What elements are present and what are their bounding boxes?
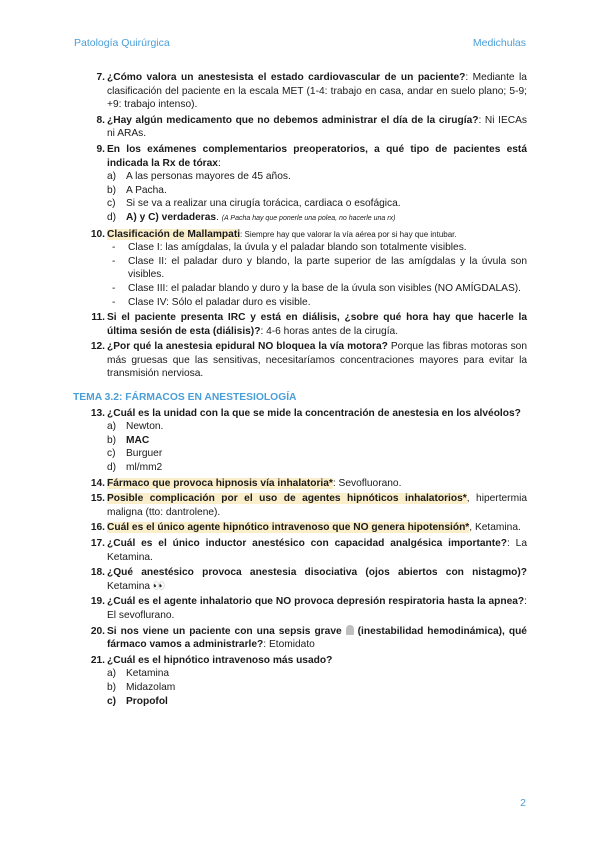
question-15	[90, 492, 527, 519]
question-number: 21.	[90, 654, 105, 666]
class-list	[90, 241, 527, 309]
option-b: b) A Pacha.	[107, 184, 167, 196]
options-list	[90, 667, 527, 708]
question-20	[90, 625, 527, 652]
question-10	[90, 228, 527, 310]
answer-text: : Ni IECAs ni ARAs.	[107, 114, 528, 140]
question-18	[90, 566, 527, 593]
option-a: a) Newton.	[107, 421, 164, 433]
question-number: 9.	[96, 143, 105, 155]
question-21	[90, 654, 527, 708]
document-body	[73, 71, 528, 710]
question-text: ¿Cuál es el agente inhalatorio que NO provoca depresión respiratoria hasta la apnea?	[107, 596, 525, 608]
question-text: ¿Cuál es el único inductor anestésico con capacidad analgésica importante?	[107, 538, 508, 549]
list-item: - Clase II: el paladar duro y blando, la parte superior de las amígdalas y la úvula son visibles.	[112, 255, 527, 281]
answer-text: : Etomidato	[263, 639, 315, 651]
question-17	[90, 537, 527, 564]
question-8	[90, 114, 527, 141]
question-text: Si nos viene un paciente con una sepsis grave	[107, 625, 342, 637]
question-text: ¿Por qué la anestesia epidural NO bloquea la vía motora?	[107, 341, 388, 353]
question-text-cont: (inestabilidad hemodinámica), qué fármaco vamos a administrarle?	[107, 625, 527, 651]
header-right: Medichulas	[472, 37, 526, 49]
question-9	[90, 143, 527, 226]
question-text: ¿Cuál es la unidad con la que se mide la concentración de anestesia en los alvéolos?	[107, 407, 521, 419]
section-title: TEMA 3.2: FÁRMACOS EN ANESTESIOLOGÍA	[73, 392, 297, 404]
options-list	[90, 170, 527, 225]
answer-text: : El sevoflurano.	[107, 596, 527, 621]
question-text: Fármaco que provoca hipnosis vía inhalatoria*	[107, 477, 333, 489]
list-item: - Clase III: el paladar blando y duro y la base de la úvula son visibles (NO AMÍGDALAS).	[112, 282, 521, 294]
question-text: ¿Cuál es el hipnótico intravenoso más usado?	[107, 654, 333, 666]
question-11	[90, 311, 527, 338]
question-text: Si el paciente presenta IRC y está en diálisis, ¿sobre qué hora hay que hacerle la última sesión de esta (diálisis)?	[107, 312, 527, 337]
question-text: ¿Hay algún medicamento que no debemos administrar el día de la cirugía?	[107, 114, 479, 126]
question-text: Posible complicación por el uso de agentes hipnóticos inhalatorios*	[107, 493, 467, 505]
page-number: 2	[520, 797, 526, 809]
answer-text: Ketamina 👀	[107, 580, 166, 592]
question-number: 16.	[90, 522, 105, 534]
options-list	[90, 420, 527, 474]
header-left: Patología Quirúrgica	[74, 37, 170, 49]
question-number: 10.	[90, 228, 105, 240]
question-number: 15.	[90, 493, 105, 505]
question-number: 12.	[90, 341, 105, 353]
option-c: c) Burguer	[107, 448, 163, 460]
question-7	[90, 71, 527, 112]
answer-text: :	[217, 157, 221, 169]
question-14	[90, 477, 527, 491]
answer-text: : Siempre hay que valorar la vía aérea por si hay que intubar.	[240, 229, 457, 239]
list-item: - Clase I: las amígdalas, la úvula y el paladar blando son totalmente visibles.	[112, 242, 467, 254]
answer-text: Porque las fibras motoras son más gruesas que las sensitivas, necesitaríamos concentraciones mayores para evitar la transmisión nerviosa.	[107, 341, 527, 380]
question-19	[90, 595, 527, 622]
question-number: 13.	[90, 407, 105, 419]
option-a: a) Ketamina	[107, 668, 170, 680]
question-number: 14.	[90, 477, 105, 489]
question-16	[90, 521, 527, 535]
answer-text: : 4-6 horas antes de la cirugía.	[260, 325, 399, 337]
option-d: d) ml/mm2	[107, 462, 163, 474]
question-12	[90, 340, 527, 381]
question-text: Cuál es el único agente hipnótico intravenoso que NO genera hipotensión*	[107, 522, 470, 534]
question-number: 8.	[96, 114, 105, 126]
side-note: (A Pacha hay que ponerle una polea, no hacerle una rx)	[221, 214, 396, 222]
option-d: d) A) y C) verdaderas. (A Pacha hay que ponerle una polea, no hacerle una rx)	[107, 211, 396, 223]
question-text: ¿Qué anestésico provoca anestesia disociativa (ojos abiertos con nistagmo)?	[107, 567, 527, 579]
question-text: En los exámenes complementarios preoperatorios, a qué tipo de pacientes está indicada la Rx de tórax	[107, 143, 527, 169]
question-number: 11.	[91, 312, 105, 324]
option-a: a) A las personas mayores de 45 años.	[107, 171, 291, 183]
question-text: Clasificación de Mallampati	[107, 228, 241, 240]
question-number: 18.	[90, 567, 105, 579]
option-b: b) MAC	[107, 434, 150, 446]
answer-text: , Ketamina.	[469, 522, 521, 534]
question-text: ¿Cómo valora un anestesista el estado cardiovascular de un paciente?	[107, 72, 466, 83]
answer-text: , hipertermia maligna (tto: dantrolene).	[107, 493, 527, 518]
list-item: - Clase IV: Sólo el paladar duro es visible.	[112, 296, 311, 308]
question-number: 7.	[96, 72, 105, 83]
question-13	[90, 407, 527, 475]
tombstone-icon	[346, 625, 354, 635]
question-number: 20.	[90, 625, 105, 637]
option-b: b) Midazolam	[107, 681, 176, 693]
answer-text: : Sevofluorano.	[332, 477, 402, 489]
question-number: 19.	[90, 596, 105, 608]
option-c: c) Si se va a realizar una cirugía torácica, cardiaca o esofágica.	[107, 198, 401, 210]
answer-text: : Mediante la clasificación del paciente en la escala MET (1-4: trabajo en casa, andar en suelo plano; 5-9; +9: trabajo intenso).	[107, 72, 527, 111]
question-number: 17.	[90, 538, 105, 549]
option-c: c) Propofol	[107, 695, 168, 707]
answer-text: : La Ketamina.	[107, 538, 528, 563]
